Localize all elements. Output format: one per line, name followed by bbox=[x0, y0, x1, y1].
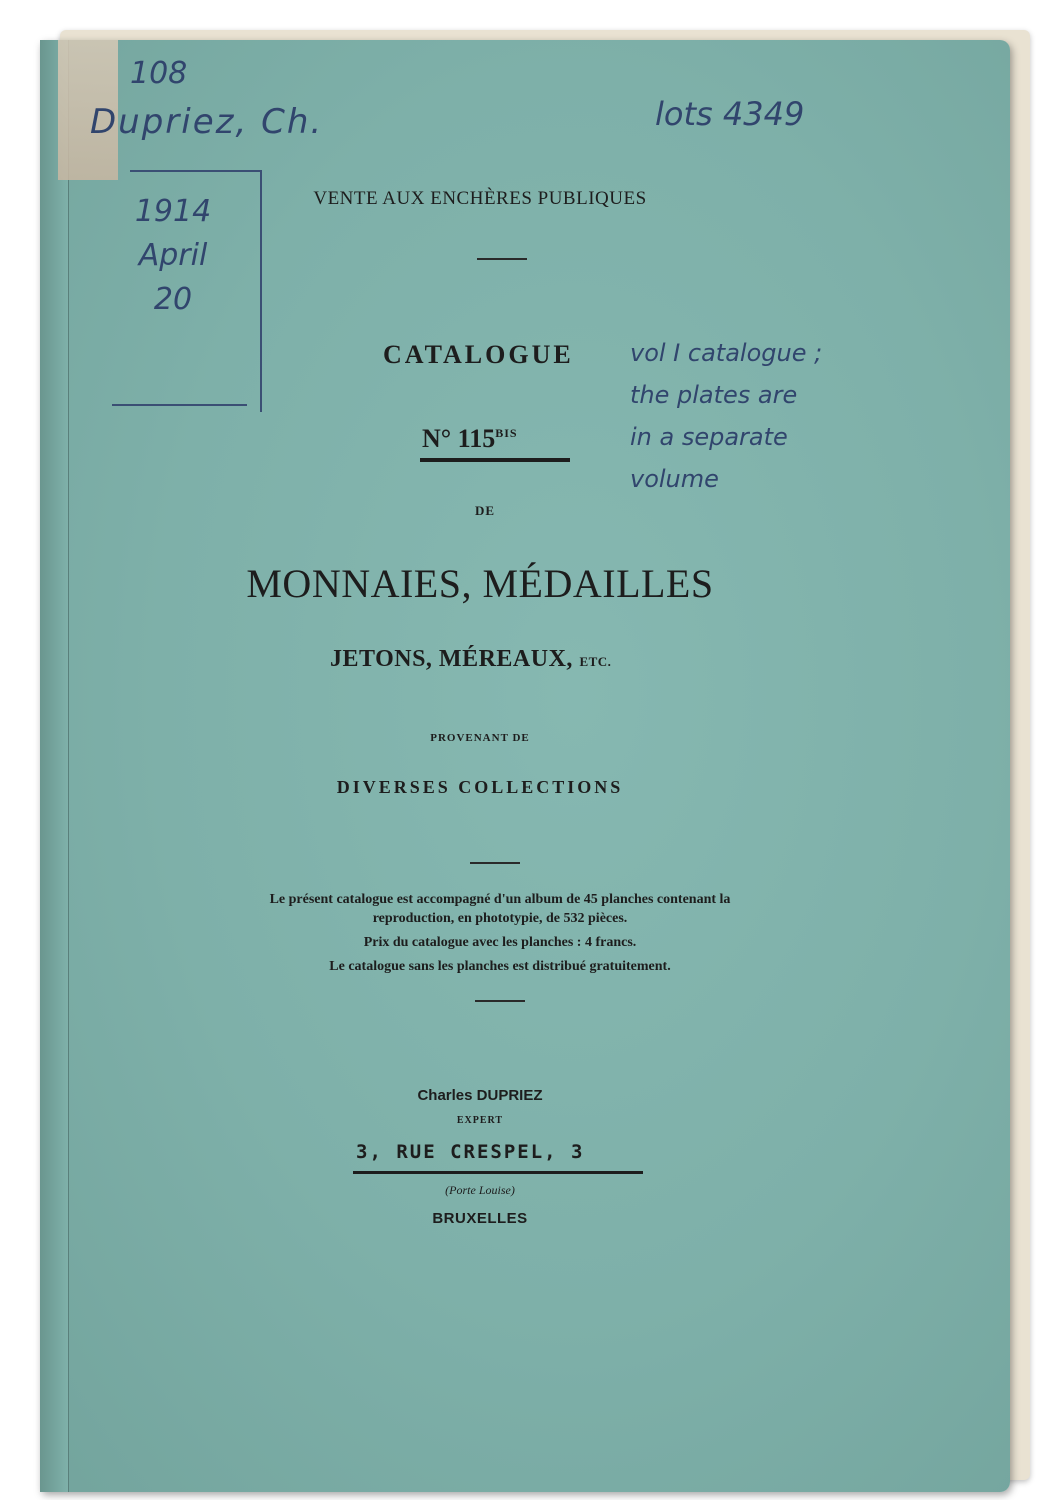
divider-rule bbox=[470, 862, 520, 864]
date-day: 20 bbox=[153, 282, 193, 317]
number-suffix: BIS bbox=[495, 426, 518, 440]
note-line: the plates are bbox=[630, 381, 798, 409]
note-price: Prix du catalogue avec les planches : 4 francs. bbox=[363, 935, 637, 950]
address: 3, RUE CRESPEL, 3 bbox=[356, 1141, 585, 1163]
catalogue-label: CATALOGUE bbox=[383, 340, 574, 369]
note-line: volume bbox=[630, 465, 719, 493]
provenant-label: PROVENANT DE bbox=[430, 732, 530, 744]
note-album: Le présent catalogue est accompagné d'un album de 45 planches contenant la reproduction, en phototypie, de 532 pièces. bbox=[269, 892, 731, 926]
catalogue-cover bbox=[40, 40, 1010, 1492]
number-prefix: N° 115 bbox=[422, 424, 496, 453]
handwritten-date bbox=[98, 190, 248, 322]
date-month: April bbox=[138, 238, 208, 273]
district: (Porte Louise) bbox=[445, 1183, 515, 1197]
handwritten-note bbox=[630, 332, 930, 500]
date-box-line bbox=[260, 170, 262, 412]
note-line: vol I catalogue ; bbox=[630, 339, 823, 367]
expert-label: EXPERT bbox=[456, 1115, 504, 1126]
spine-wear bbox=[40, 40, 69, 1492]
handwritten-number: 108 bbox=[130, 56, 188, 91]
collections-title: DIVERSES COLLECTIONS bbox=[336, 777, 624, 797]
note-free: Le catalogue sans les planches est distribué gratuitement. bbox=[329, 959, 671, 974]
date-year: 1914 bbox=[134, 194, 212, 229]
catalogue-number bbox=[422, 424, 518, 454]
city: BRUXELLES bbox=[432, 1210, 528, 1227]
divider-rule bbox=[475, 1000, 525, 1002]
date-box-line bbox=[130, 170, 260, 172]
number-underline bbox=[420, 458, 570, 462]
divider-rule bbox=[477, 258, 527, 260]
subtitle bbox=[330, 646, 611, 673]
sale-heading: VENTE AUX ENCHÈRES PUBLIQUES bbox=[313, 188, 647, 209]
subtitle-main: JETONS, MÉREAUX, bbox=[330, 646, 573, 672]
subtitle-etc: ETC. bbox=[579, 654, 612, 669]
date-box-line bbox=[112, 404, 247, 406]
note-line: in a separate bbox=[630, 423, 788, 451]
main-title: MONNAIES, MÉDAILLES bbox=[246, 561, 714, 606]
handwritten-name: Dupriez, Ch. bbox=[90, 102, 324, 142]
de-label: DE bbox=[474, 503, 496, 518]
catalogue-notes bbox=[235, 890, 765, 981]
expert-name: Charles DUPRIEZ bbox=[417, 1087, 543, 1104]
address-underline bbox=[353, 1171, 643, 1174]
handwritten-lots: lots 4349 bbox=[655, 95, 805, 133]
